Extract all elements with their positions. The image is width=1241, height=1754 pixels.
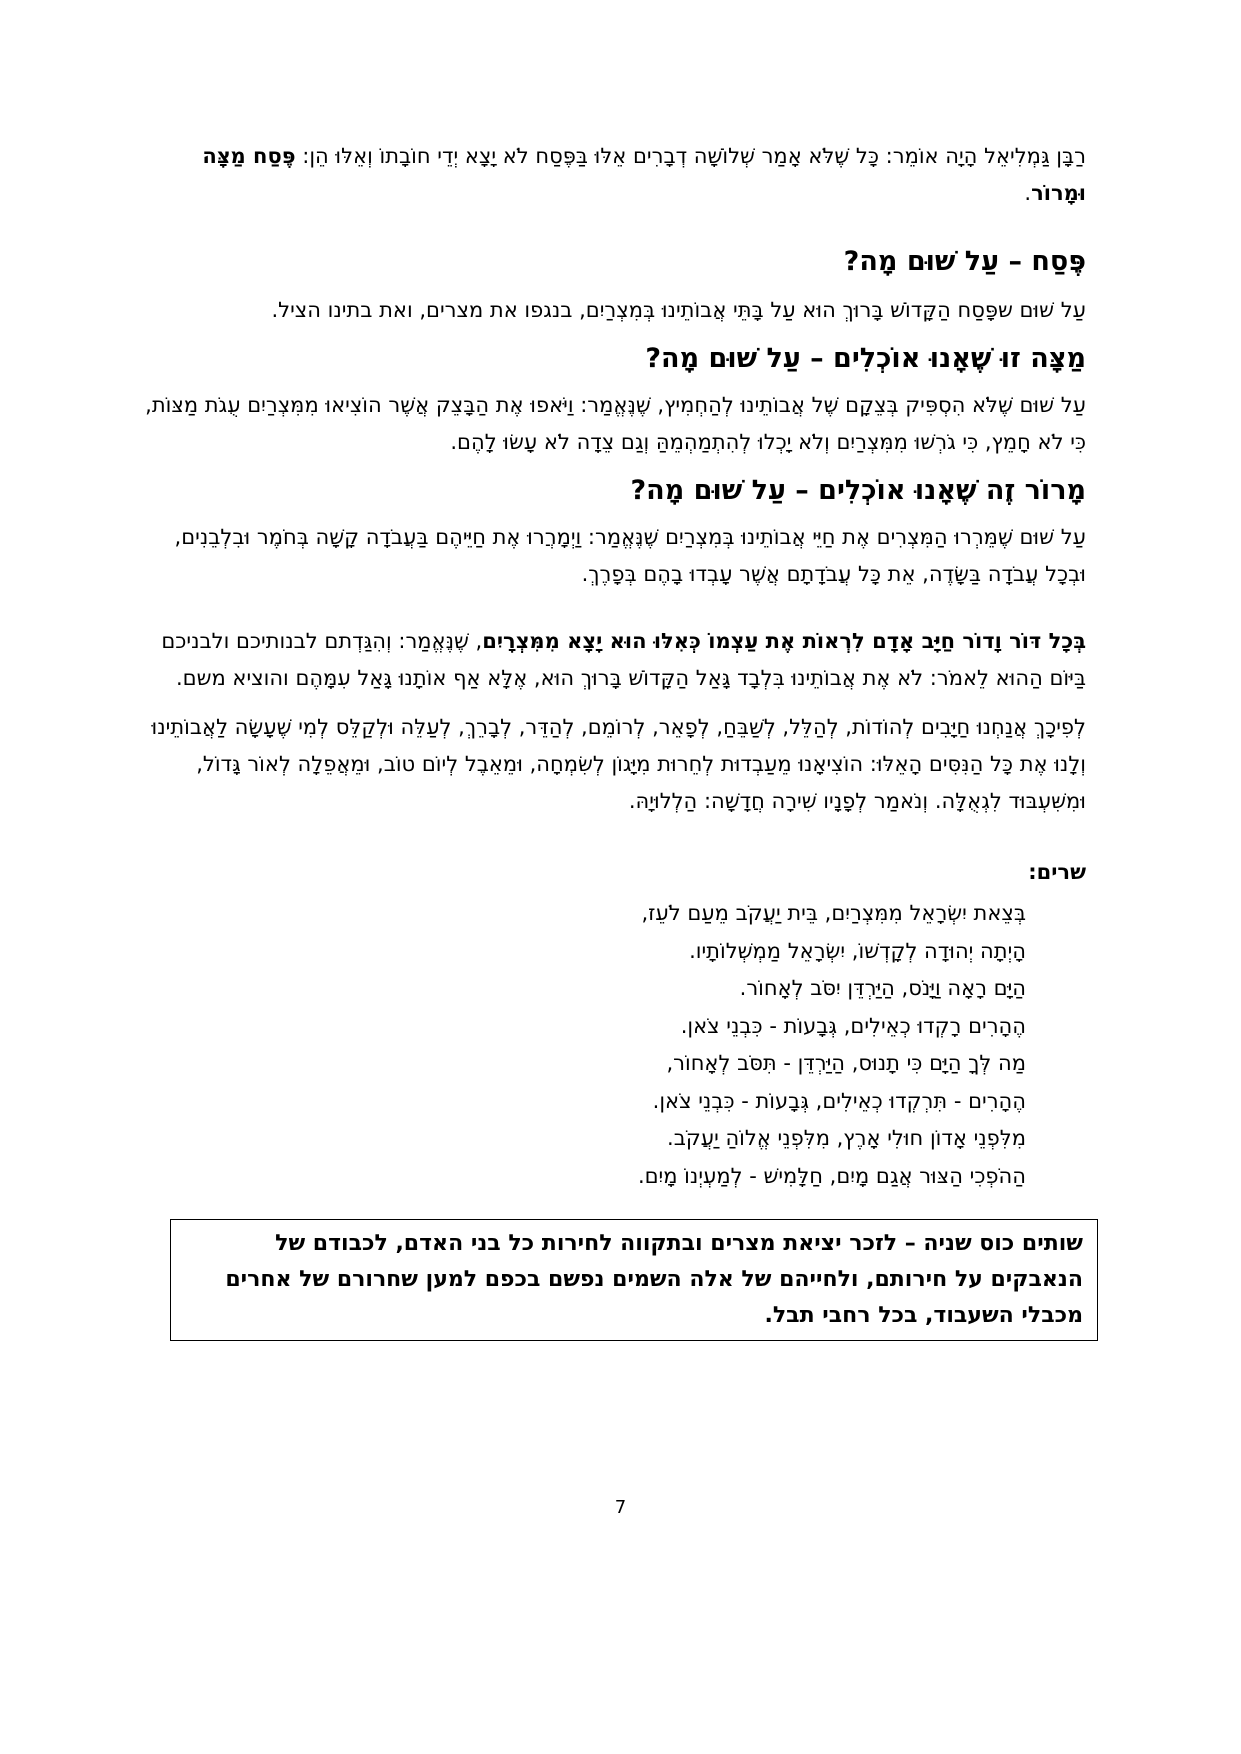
poem-line: מִלִּפְנֵי אָדוֹן חוּלִי אָרֶץ, מִלִּפְנֵי אֱלוֹהַ יַעֲקֹב. (667, 1126, 1026, 1150)
poem-line: הָיְתָה יְהוּדָה לְקָדְשׁוֹ, יִשְׂרָאֵל מַמְשְׁלוֹתָיו. (689, 938, 1026, 963)
bechol-dor-text: , שֶׁנֶּאֱמַר: וְהִגַּדְתם לבנותיכם ולבניכם בַּיּוֹם הַהוּא לֵאמֹר: לֹא אֶת אֲבוֹתֵינוּ בִּלְבָד גָּאַל הַקָּדוֹשׁ בָּרוּךְ הוּא, אֶלָּא אַף אוֹתָנוּ גָּאַל עִמָּהֶם והוציא משם. (161, 629, 1086, 690)
heading-matza: מַצָּה זוּ שֶׁאָנוּ אוֹכְלִים – עַל שׁוּם מָה? (645, 343, 1086, 374)
poem-line: מַה לְּךָ הַיָּם כִּי תָנוּס, הַיַּרְדֵּן - תִּסֹּב לְאָחוֹר, (666, 1051, 1026, 1075)
page-number: 7 (614, 1497, 627, 1518)
heading-maror: מָרוֹר זֶה שֶׁאָנוּ אוֹכְלִים – עַל שׁוּם מָה? (630, 475, 1086, 506)
intro-end: . (1024, 181, 1032, 205)
poem-line: הַיָּם רָאָה וַיָּנֹס, הַיַּרְדֵּן יִסֹּב לְאָחוֹר. (739, 976, 1026, 1000)
poem-line: בְּצֵאת יִשְׂרָאֵל מִמִּצְרַיִם, בֵּית יַעֲקֹב מֵעַם לֹעֵז, (641, 901, 1026, 925)
paragraph-pesach: עַל שׁוּם שפָּסַח הַקָּדוֹשׁ בָּרוּךְ הוּא עַל בָּתֵּי אֲבוֹתֵינוּ בְּמִצְרַיִם, בנגפו את מצרים, ואת בתינו הציל. (271, 298, 1086, 322)
heading-pesach: פֶּסַח – עַל שׁוּם מָה? (843, 246, 1086, 277)
paragraph-matza: עַל שׁוּם שֶׁלֹּא הִסְפִּיק בְּצֵקָם שֶׁל אֲבוֹתֵינוּ לְהַחְמִיץ, שֶׁנֶּאֱמַר: וַיֹּאפוּ אֶת הַבָּצֵק אֲשֶׁר הוֹצִיאוּ מִמִּצְרַיִם עֻגֹת מַצּוֹת, כִּי לֹא חָמֵץ, כִּי גֹרְשׁוּ מִמִּצְרַיִם וְלֹא יָכְלוּ לְהִתְמַהְמֵהַּ וְגַם צֵדָה לֹא עָשׂוּ לָהֶם. (145, 393, 1086, 454)
paragraph-lefichach: לְפִיכָךְ אֲנַחְנוּ חַיָּבִים לְהוֹדוֹת, לְהַלֵּל, לְשַׁבֵּחַ, לְפָאֵר, לְרוֹמֵם, לְהַדֵּר, לְבָרֵךְ, לְעַלֵּה וּלְקַלֵּס לְמִי שֶׁעָשָׂה לַאֲבוֹתֵינוּ וְלָנוּ אֶת כָּל הַנִּסִּים הָאֵלּוּ: הוֹצִיאָנוּ מֵעַבְדוּת לְחֵרוּת מִיָּגוֹן לְשִׂמְחָה, וּמֵאֵבֶל לְיוֹם טוֹב, וּמֵאֲפֵלָה לְאוֹר גָּדוֹל, וּמִשִּׁעְבּוּד לִגְאֻלָּה. וְנֹאמַר לְפָנָיו שִׁירָה חֲדָשָׁה: הַלְלוּיָהּ. (151, 715, 1086, 813)
second-cup-box: שותים כוס שניה – לזכר יציאת מצרים ובתקווה לחירות כל בני האדם, לכבודם של הנאבקים על חירותם, ולחייהם של אלה השמים נפשם בכפם למען שחרורם של אחרים מכבלי השעבוד, בכל רחבי תבל. (170, 1219, 1098, 1341)
poem-line: הַהֹפְכִי הַצּוּר אֲגַם מָיִם, חַלָּמִישׁ - לְמַעְיְנוֹ מָיִם. (637, 1163, 1026, 1188)
document-page (145, 138, 1086, 1341)
paragraph-bechol-dor (145, 623, 1086, 697)
poem-line: הֶהָרִים רָקְדוּ כְאֵילִים, גְּבָעוֹת - כִּבְנֵי צֹאן. (680, 1013, 1026, 1038)
song-label: שרים: (1028, 860, 1086, 884)
paragraph-maror: עַל שׁוּם שֶׁמֵּרְרוּ הַמִּצְרִים אֶת חַיֵּי אֲבוֹתֵינוּ בְּמִצְרַיִם שֶׁנֶּאֱמַר: וַיְמָרֲרוּ אֶת חַיֵּיהֶם בַּעֲבֹדָה קָשָׁה בְּחֹמֶר וּבִלְבֵנִים, וּבְכָל עֲבֹדָה בַּשָּׂדֶה, אֵת כָּל עֲבֹדָתָם אֲשֶׁר עָבְדוּ בָהֶם בְּפָרֶךְ. (174, 525, 1086, 586)
bechol-dor-bold: בְּכָל דּוֹר וָדוֹר חַיָּב אָדָם לִרְאוֹת אֶת עַצְמוֹ כְּאִלּוּ הוּא יָצָא מִמִּצְרָיִם (482, 629, 1086, 653)
intro-bold-items: פֶּסַח מַצָּה וּמָרוֹר (202, 144, 1086, 205)
intro-paragraph (145, 138, 1086, 212)
poem-line: הֶהָרִים - תִּרְקְדוּ כְאֵילִים, גְּבָעוֹת - כִּבְנֵי צֹאן. (652, 1088, 1026, 1113)
poem-betzet-israel (466, 895, 1026, 1195)
intro-text: רַבָּן גַּמְלִיאֵל הָיָה אוֹמֵר: כָּל שֶׁלֹּא אָמַר שְׁלוֹשָׁה דְבָרִים אֵלּוּ בַּפֶּסַח לֹא יָצָא יְדֵי חוֹבָתוֹ וְאֵלּוּ הֵן: (295, 144, 1086, 168)
